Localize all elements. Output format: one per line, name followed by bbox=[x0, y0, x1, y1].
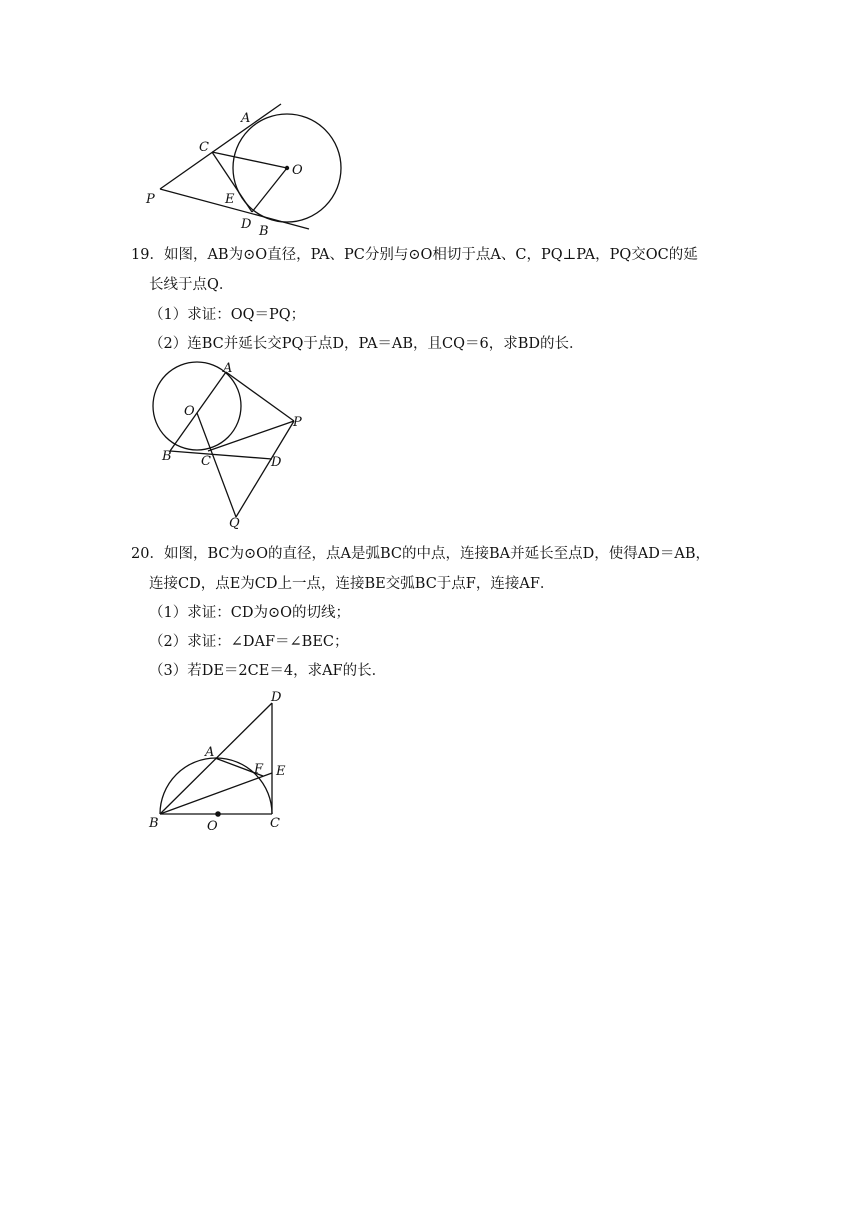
label-o: O bbox=[292, 163, 303, 178]
diameter-ab bbox=[170, 372, 226, 451]
label-c: C bbox=[270, 816, 280, 831]
label-d: D bbox=[271, 455, 282, 470]
tangent-pa-line bbox=[160, 104, 281, 189]
segment-pa bbox=[226, 372, 294, 421]
label-a: A bbox=[205, 745, 215, 760]
tangent-pb-line bbox=[160, 189, 309, 229]
figure-q20-svg bbox=[140, 685, 300, 835]
label-a: A bbox=[241, 111, 251, 126]
label-d: D bbox=[271, 690, 282, 705]
label-f: F bbox=[254, 762, 264, 777]
q19-part2-text: （2）连BC并延长交PQ于点D，PA＝AB，且CQ＝6，求BD的长． bbox=[149, 336, 584, 352]
q20-part3-text: （3）若DE＝2CE＝4，求AF的长． bbox=[149, 663, 387, 679]
q20-stem-line1: 如图，BC为⊙O的直径，点A是弧BC的中点，连接BA并延长至点D，使得AD＝AB， bbox=[163, 546, 710, 562]
q19-number: 19． bbox=[131, 247, 164, 263]
q19-part2 bbox=[149, 334, 584, 354]
label-c: C bbox=[201, 454, 211, 469]
segment-be bbox=[160, 773, 272, 814]
label-q: Q bbox=[229, 516, 240, 531]
label-d: D bbox=[241, 217, 252, 232]
q20-part1-text: （1）求证：CD为⊙O的切线； bbox=[149, 605, 350, 621]
q19-line2 bbox=[149, 275, 233, 295]
q20-line1 bbox=[131, 544, 710, 564]
q19-part1 bbox=[149, 305, 305, 325]
segment-pc bbox=[208, 421, 294, 451]
segment-co bbox=[212, 152, 287, 168]
label-b: B bbox=[162, 449, 172, 464]
label-p: P bbox=[146, 192, 155, 207]
q19-stem-line2: 长线于点Q． bbox=[149, 277, 234, 293]
figure-q19-svg bbox=[140, 360, 320, 535]
figure-q19 bbox=[140, 360, 320, 535]
q19-part1-text: （1）求证：OQ＝PQ； bbox=[149, 307, 306, 323]
label-a: A bbox=[223, 361, 233, 376]
segment-od bbox=[252, 168, 287, 212]
label-o: O bbox=[184, 404, 195, 419]
center-o-dot bbox=[215, 811, 221, 817]
q20-part2 bbox=[149, 632, 349, 652]
q20-stem-line2: 连接CD，点E为CD上一点，连接BE交弧BC于点F，连接AF． bbox=[149, 576, 555, 592]
q20-line2 bbox=[149, 574, 554, 594]
q20-part1 bbox=[149, 603, 350, 623]
q20-part3 bbox=[149, 661, 386, 681]
segment-pq bbox=[236, 421, 294, 517]
q20-part2-text: （2）求证：∠DAF＝∠BEC； bbox=[149, 634, 349, 650]
label-b: B bbox=[259, 224, 269, 239]
center-o-dot bbox=[285, 166, 289, 170]
figure-q20 bbox=[140, 685, 300, 835]
q20-number: 20． bbox=[131, 546, 164, 562]
label-e: E bbox=[276, 764, 286, 779]
figure-q18-svg bbox=[140, 100, 360, 240]
segment-bd bbox=[170, 451, 272, 459]
label-o: O bbox=[207, 819, 218, 834]
label-p: P bbox=[293, 415, 302, 430]
figure-q18 bbox=[140, 100, 360, 240]
label-c: C bbox=[199, 140, 209, 155]
q19-stem-line1: 如图，AB为⊙O直径，PA、PC分别与⊙O相切于点A、C，PQ⊥PA，PQ交OC的延 bbox=[163, 247, 698, 263]
label-e: E bbox=[225, 192, 235, 207]
label-b: B bbox=[149, 816, 159, 831]
q19-line1 bbox=[131, 245, 698, 265]
